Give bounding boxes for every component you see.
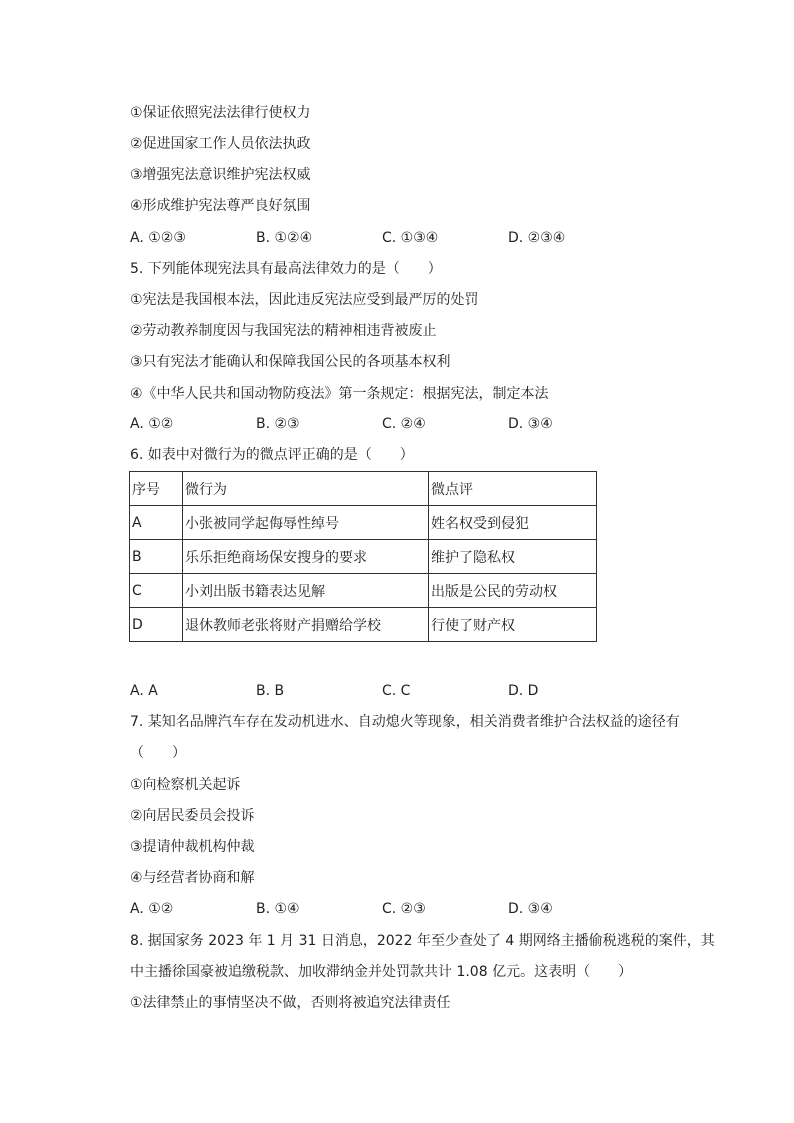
q7-option-b: B. ①④ (256, 901, 300, 917)
q6-option-a: A. A (130, 683, 158, 699)
table-cell: 维护了隐私权 (429, 540, 597, 574)
q7-statement-2: ②向居民委员会投诉 (130, 808, 255, 824)
q4-statement-1: ①保证依照宪法法律行使权力 (130, 105, 311, 121)
table-cell: D (130, 608, 183, 642)
q6-table (129, 471, 597, 642)
q7-statement-1: ①向检察机关起诉 (130, 777, 241, 793)
table-row (130, 540, 597, 574)
q5-option-c: C. ②④ (382, 416, 426, 432)
q4-option-c: C. ①③④ (382, 230, 439, 246)
q6-option-b: B. B (256, 683, 285, 699)
table-row (130, 506, 597, 540)
q4-option-b: B. ①②④ (256, 230, 313, 246)
table-cell: 退休教师老张将财产捐赠给学校 (183, 608, 429, 642)
table-header-row (130, 472, 597, 506)
table-row (130, 574, 597, 608)
table-cell: B (130, 540, 183, 574)
q6-option-c: C. C (382, 683, 411, 699)
q4-statement-3: ③增强宪法意识维护宪法权威 (130, 167, 311, 183)
q5-statement-3: ③只有宪法才能确认和保障我国公民的各项基本权利 (130, 354, 451, 370)
table-cell: 小刘出版书籍表达见解 (183, 574, 429, 608)
q5-statement-4: ④《中华人民共和国动物防疫法》第一条规定：根据宪法，制定本法 (130, 386, 549, 402)
table-cell: A (130, 506, 183, 540)
q5-option-b: B. ②③ (256, 416, 300, 432)
q4-option-d: D. ②③④ (508, 230, 566, 246)
q8-stem-line-2: 中主播徐国豪被追缴税款、加收滞纳金并处罚款共计 1.08 亿元。这表明（ ） (130, 964, 633, 980)
q5-option-a: A. ①② (130, 416, 174, 432)
table-header-cell: 序号 (130, 472, 183, 506)
table-cell: 出版是公民的劳动权 (429, 574, 597, 608)
q7-option-a: A. ①② (130, 901, 174, 917)
q7-stem-line-2: （ ） (130, 745, 186, 761)
table-header-cell: 微点评 (429, 472, 597, 506)
q4-statement-4: ④形成维护宪法尊严良好氛围 (130, 198, 311, 214)
q8-statement-1: ①法律禁止的事情坚决不做，否则将被追究法律责任 (130, 995, 451, 1011)
q7-option-c: C. ②③ (382, 901, 426, 917)
q4-option-a: A. ①②③ (130, 230, 186, 246)
table-row (130, 608, 597, 642)
q5-statement-2: ②劳动教养制度因与我国宪法的精神相违背被废止 (130, 323, 437, 339)
table-cell: 行使了财产权 (429, 608, 597, 642)
q6-stem: 6. 如表中对微行为的微点评正确的是（ ） (130, 447, 414, 463)
q7-statement-4: ④与经营者协商和解 (130, 870, 255, 886)
table-header-cell: 微行为 (183, 472, 429, 506)
q7-option-d: D. ③④ (508, 901, 553, 917)
q5-stem: 5. 下列能体现宪法具有最高法律效力的是（ ） (130, 261, 442, 277)
table-cell: C (130, 574, 183, 608)
q5-option-d: D. ③④ (508, 416, 553, 432)
q4-statement-2: ②促进国家工作人员依法执政 (130, 136, 311, 152)
q8-stem-line-1: 8. 据国家务 2023 年 1 月 31 日消息，2022 年至少查处了 4 期网络主播偷税逃税的案件，其 (130, 933, 715, 949)
table-cell: 姓名权受到侵犯 (429, 506, 597, 540)
table-cell: 乐乐拒绝商场保安搜身的要求 (183, 540, 429, 574)
q5-statement-1: ①宪法是我国根本法，因此违反宪法应受到最严厉的处罚 (130, 292, 479, 308)
table-cell: 小张被同学起侮辱性绰号 (183, 506, 429, 540)
q6-option-d: D. D (508, 683, 539, 699)
q7-statement-3: ③提请仲裁机构仲裁 (130, 839, 255, 855)
q7-stem-line-1: 7. 某知名品牌汽车存在发动机进水、自动熄火等现象，相关消费者维护合法权益的途径有 (130, 714, 680, 730)
